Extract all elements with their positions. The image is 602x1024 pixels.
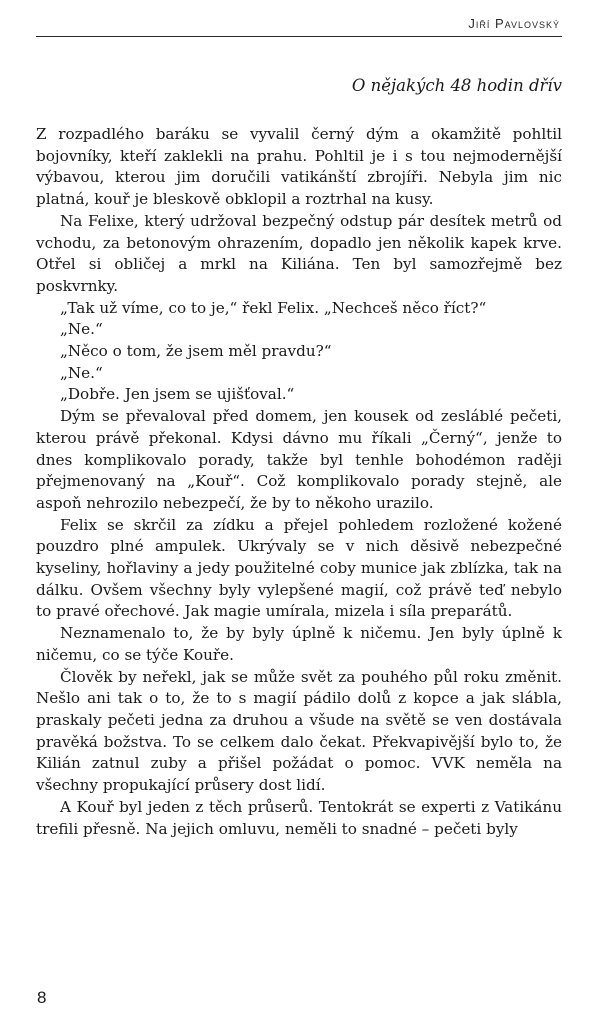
paragraph-4: „Ne.“ xyxy=(60,320,103,339)
header-author: Jiří Pavlovský xyxy=(468,16,560,31)
paragraph-7: „Dobře. Jen jsem se ujišťoval.“ xyxy=(60,385,295,404)
paragraph-8: Dým se převaloval před domem, jen kousek od zesláblé pečeti, kterou právě překonal. Kdysi dávno mu říkali „Černý“, jenže to dnes komplikovalo porady, takže byl tenhle bohodémon raději přejmenovaný na „Kouř“. Což komplikovalo porady stejně, ale aspoň nehrozilo nebezpečí, že by to někoho urazilo. xyxy=(36,407,562,512)
paragraph-5: „Něco o tom, že jsem měl pravdu?“ xyxy=(60,342,332,361)
page-number: 8 xyxy=(37,988,47,1007)
chapter-time-note: O nějakých 48 hodin dřív xyxy=(351,76,562,95)
body-text xyxy=(36,124,562,840)
paragraph-11: Člověk by neřekl, jak se může svět za pouhého půl roku změnit. Nešlo ani tak o to, že to s magií pádilo dolů z kopce a jak slábla, praskaly pečeti jedna za druhou a všude na světě se ven dostávala pravěká božstva. To se celkem dalo čekat. Překvapivější bylo to, že Kilián zatnul zuby a přišel požádat o pomoc. VVK neměla na všechny propukající průsery dost lidí. xyxy=(36,667,562,795)
paragraph-6: „Ne.“ xyxy=(60,363,103,382)
paragraph-2: Na Felixe, který udržoval bezpečný odstup pár desítek metrů od vchodu, za betonovým ohrazením, dopadlo jen několik kapek krve. Otřel si obličej a mrkl na Kiliána. Ten byl samozřejmě bez poskvrnky. xyxy=(36,211,562,295)
running-header xyxy=(36,10,562,37)
paragraph-3: „Tak už víme, co to je,“ řekl Felix. „Nechceš něco říct?“ xyxy=(60,298,487,317)
paragraph-12: A Kouř byl jeden z těch průserů. Tentokrát se experti z Vatikánu trefili přesně. Na jejich omluvu, neměli to snadné – pečeti byly xyxy=(36,797,562,838)
paragraph-1: Z rozpadlého baráku se vyvalil černý dým a okamžitě pohltil bojovníky, kteří zaklekli na prahu. Pohltil je i s tou nejmodernější výbavou, kterou jim doručili vatikánští zbrojíři. Nebyla jim nic platná, kouř je bleskově obklopil a roztrhal na kusy. xyxy=(36,125,562,209)
paragraph-10: Neznamenalo to, že by byly úplně k ničemu. Jen byly úplně k ničemu, co se týče Kouře. xyxy=(36,624,562,664)
paragraph-9: Felix se skrčil za zídku a přejel pohledem rozložené kožené pouzdro plné ampulek. Ukrývaly se v nich děsivě nebezpečné kyseliny, hořlaviny a jedy použitelné coby munice jak zblízka, tak na dálku. Ovšem všechny byly vylepšené magií, což právě teď nebylo to pravé ořechové. Jak magie umírala, mizela i síla preparátů. xyxy=(36,515,562,621)
